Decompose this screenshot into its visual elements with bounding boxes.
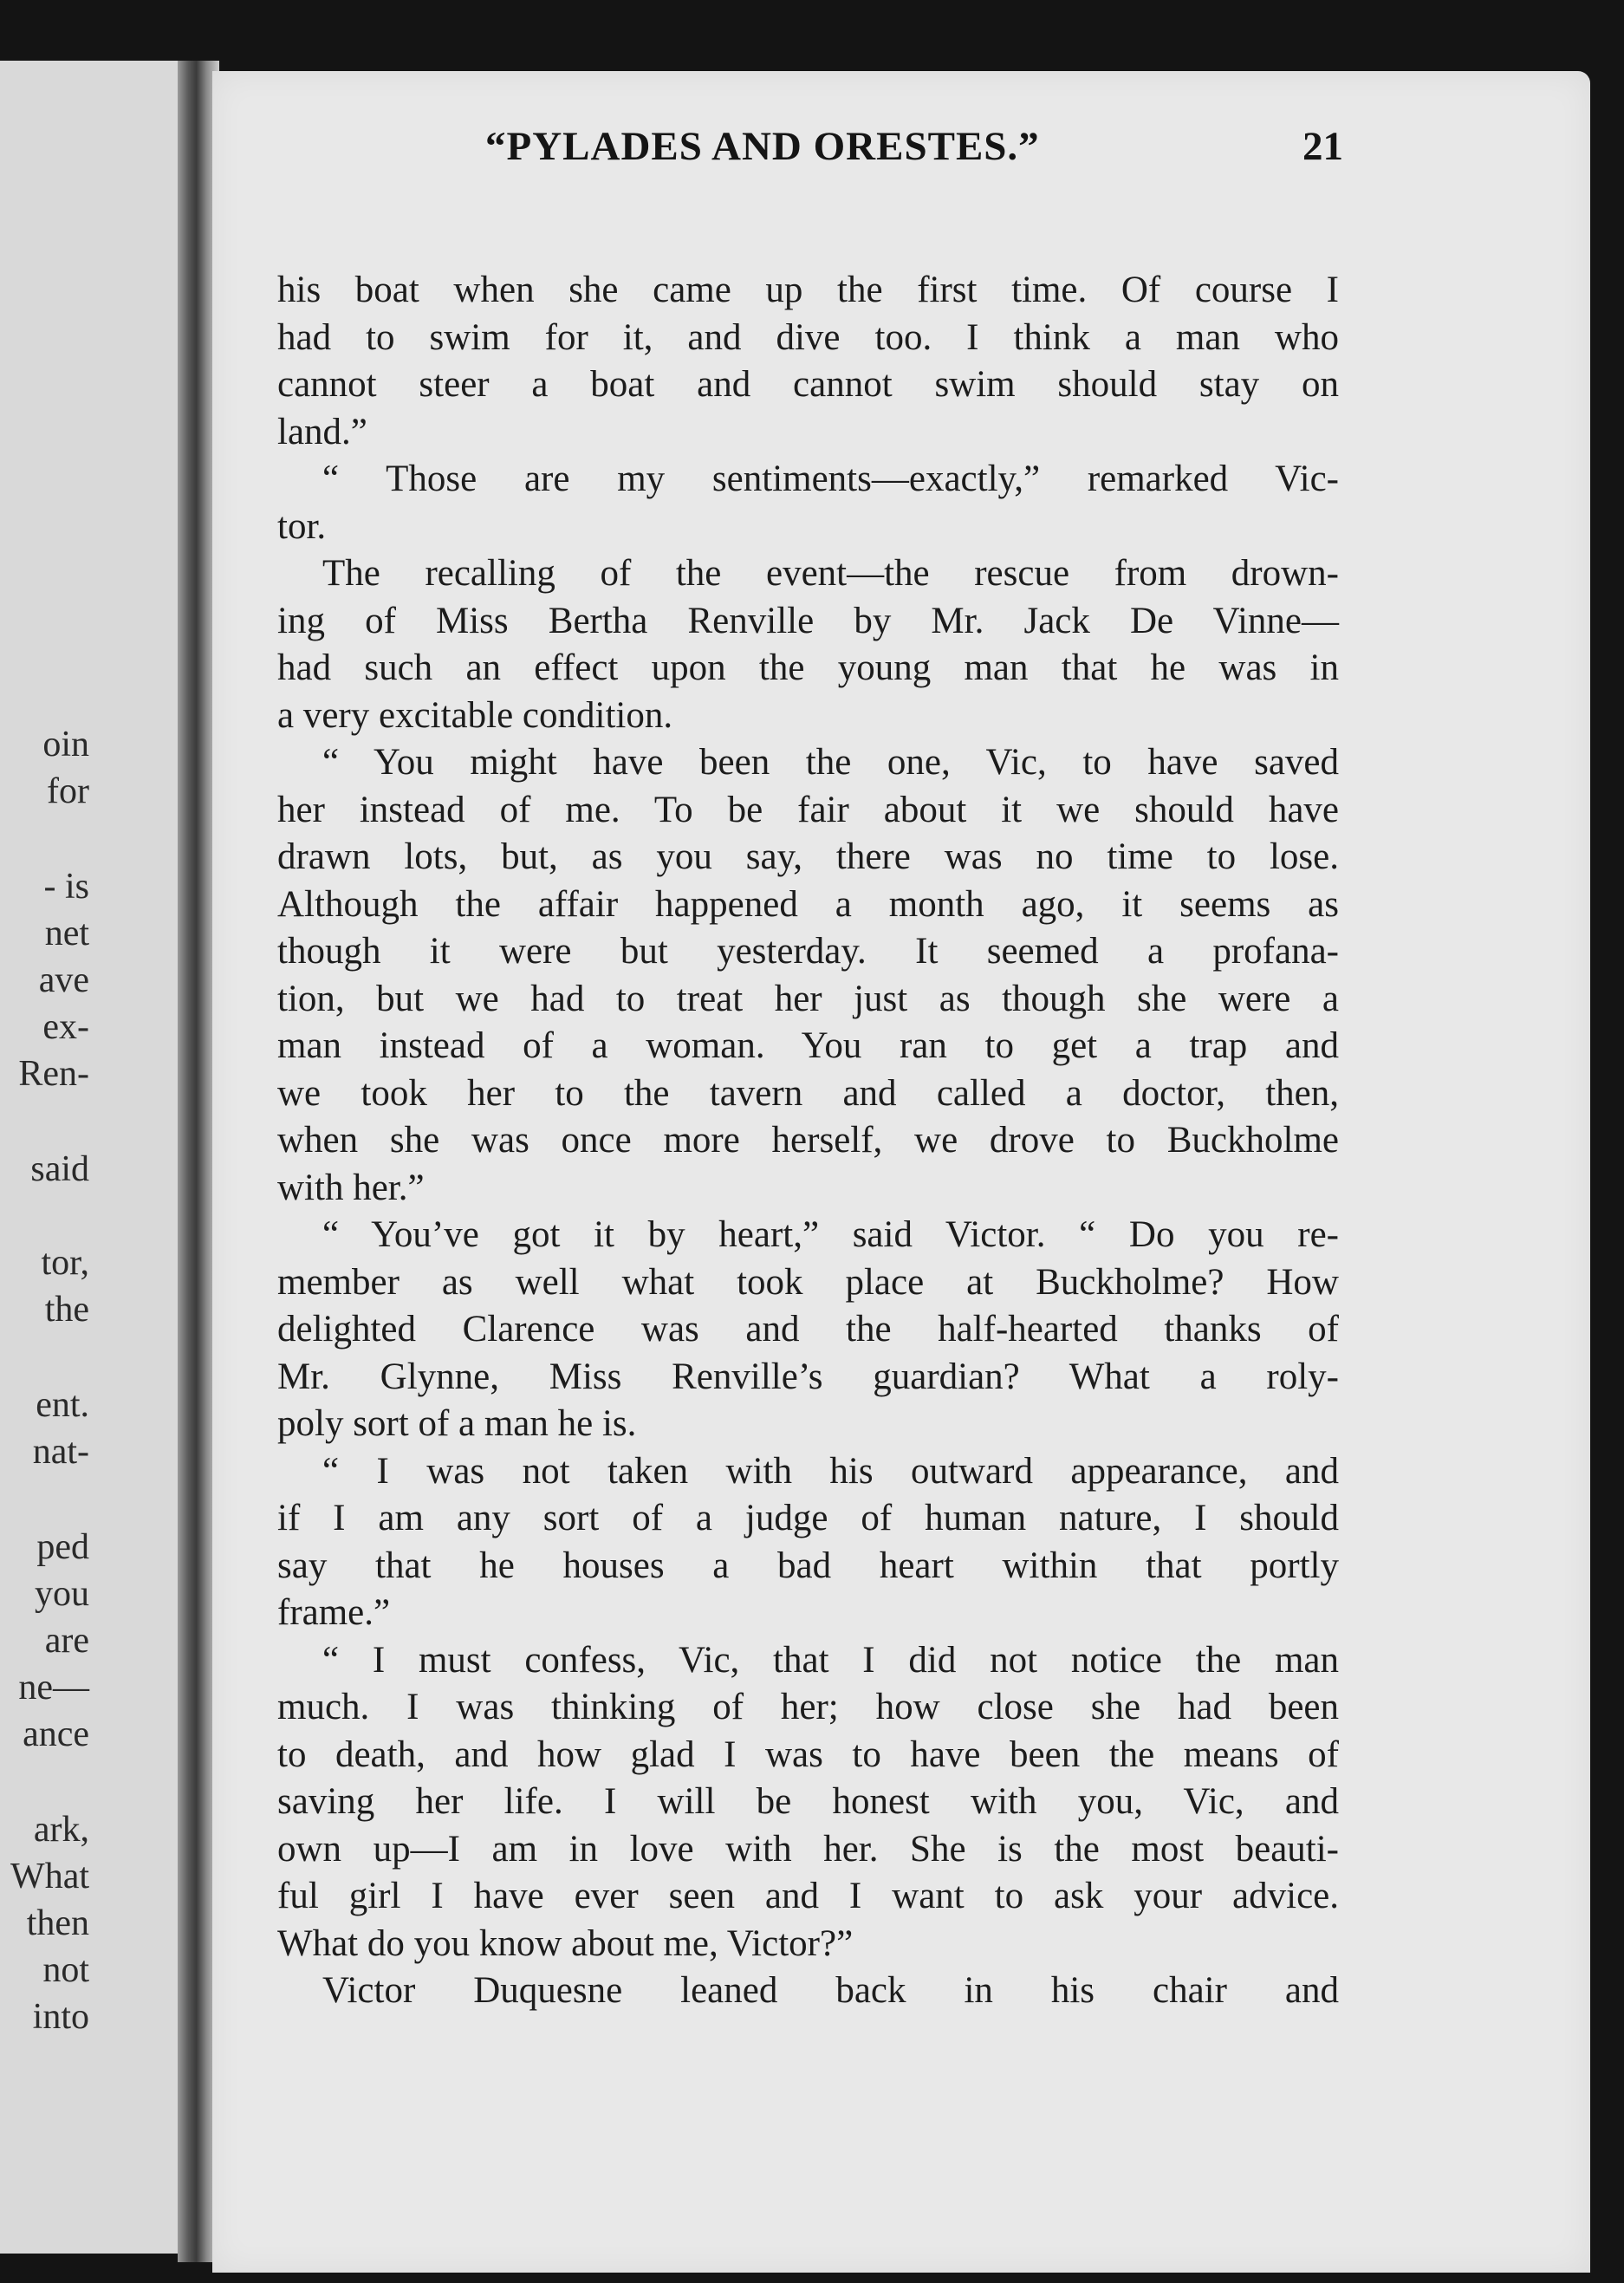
left-fragment: ped — [36, 1527, 89, 1567]
text-line: cannot steer a boat and cannot swim should stay on — [277, 364, 1339, 405]
text-line: we took her to the tavern and called a doctor, then, — [277, 1072, 1339, 1114]
left-fragment: tor, — [41, 1243, 89, 1283]
left-fragment: oin — [42, 725, 89, 764]
page-body-text — [277, 267, 1339, 2015]
text-line: poly sort of a man he is. — [277, 1403, 637, 1444]
text-line: “ You’ve got it by heart,” said Victor. “ Do you re- — [322, 1214, 1339, 1255]
text-line: Although the affair happened a month ago, it seems as — [277, 883, 1339, 925]
text-line: saving her life. I will be honest with you, Vic, and — [277, 1781, 1339, 1822]
text-line: “ I was not taken with his outward appearance, and — [322, 1450, 1339, 1492]
left-fragment: net — [44, 914, 89, 953]
page-header — [273, 123, 1343, 175]
text-line: man instead of a woman. You ran to get a trap and — [277, 1025, 1339, 1066]
left-fragment: nat- — [32, 1432, 89, 1472]
left-fragment: ave — [38, 960, 89, 1000]
text-line: frame.” — [277, 1592, 391, 1633]
left-fragment: What — [10, 1857, 89, 1896]
left-fragment: then — [26, 1903, 89, 1943]
left-fragment: Ren- — [18, 1054, 89, 1094]
text-line: a very excitable condition. — [277, 694, 673, 736]
left-fragment: ex- — [42, 1007, 89, 1047]
text-line: much. I was thinking of her; how close she had been — [277, 1687, 1339, 1727]
text-line: own up—I am in love with her. She is the most beauti- — [277, 1828, 1339, 1870]
left-fragment: said — [30, 1149, 89, 1189]
text-line: drawn lots, but, as you say, there was no time to lose. — [277, 836, 1339, 877]
left-fragment: the — [44, 1290, 89, 1330]
text-line: “ Those are my sentiments—exactly,” remarked Vic- — [322, 459, 1339, 499]
text-line: The recalling of the event—the rescue from drown- — [322, 553, 1339, 594]
text-line: “ You might have been the one, Vic, to have saved — [322, 742, 1339, 783]
left-fragment: - is — [43, 867, 89, 907]
text-line: Victor Duquesne leaned back in his chair and — [322, 1970, 1339, 2011]
previous-page-fragment — [0, 61, 186, 2254]
left-fragment: ance — [23, 1714, 89, 1754]
left-fragment: ne— — [18, 1668, 89, 1707]
left-fragment: not — [42, 1950, 89, 1990]
text-line: had to swim for it, and dive too. I think a man who — [277, 316, 1339, 358]
left-fragment: ent. — [36, 1385, 89, 1425]
text-line: his boat when she came up the first time. Of course I — [277, 270, 1339, 310]
text-line: tion, but we had to treat her just as though she were a — [277, 978, 1339, 1019]
left-fragment: into — [32, 1997, 89, 2037]
text-line: say that he houses a bad heart within that portly — [277, 1545, 1339, 1586]
text-line: with her.” — [277, 1167, 425, 1208]
left-fragment: for — [47, 771, 89, 811]
text-line: when she was once more herself, we drove to Buckholme — [277, 1120, 1339, 1161]
text-line: Mr. Glynne, Miss Renville’s guardian? What a roly- — [277, 1356, 1339, 1397]
text-line: her instead of me. To be fair about it we should have — [277, 789, 1339, 830]
text-line: ful girl I have ever seen and I want to ask your advice. — [277, 1876, 1339, 1916]
text-line: What do you know about me, Victor?” — [277, 1922, 854, 1964]
left-fragment: you — [35, 1574, 89, 1614]
page-number: 21 — [1302, 124, 1343, 169]
left-fragment: are — [44, 1621, 89, 1661]
text-line: member as well what took place at Buckholme? How — [277, 1261, 1339, 1303]
running-title: “PYLADES AND ORESTES.” — [485, 124, 1040, 169]
left-fragment: ark, — [33, 1810, 89, 1850]
text-line: land.” — [277, 411, 367, 452]
text-line: delighted Clarence was and the half-hearted thanks of — [277, 1309, 1339, 1350]
text-line: had such an effect upon the young man that he was in — [277, 647, 1339, 688]
text-line: ing of Miss Bertha Renville by Mr. Jack De Vinne— — [277, 600, 1339, 641]
text-line: if I am any sort of a judge of human nature, I should — [277, 1498, 1339, 1538]
text-line: “ I must confess, Vic, that I did not notice the man — [322, 1639, 1339, 1681]
text-line: to death, and how glad I was to have been the means of — [277, 1733, 1339, 1775]
text-line: though it were but yesterday. It seemed a profana- — [277, 931, 1339, 972]
text-line: tor. — [277, 505, 327, 547]
